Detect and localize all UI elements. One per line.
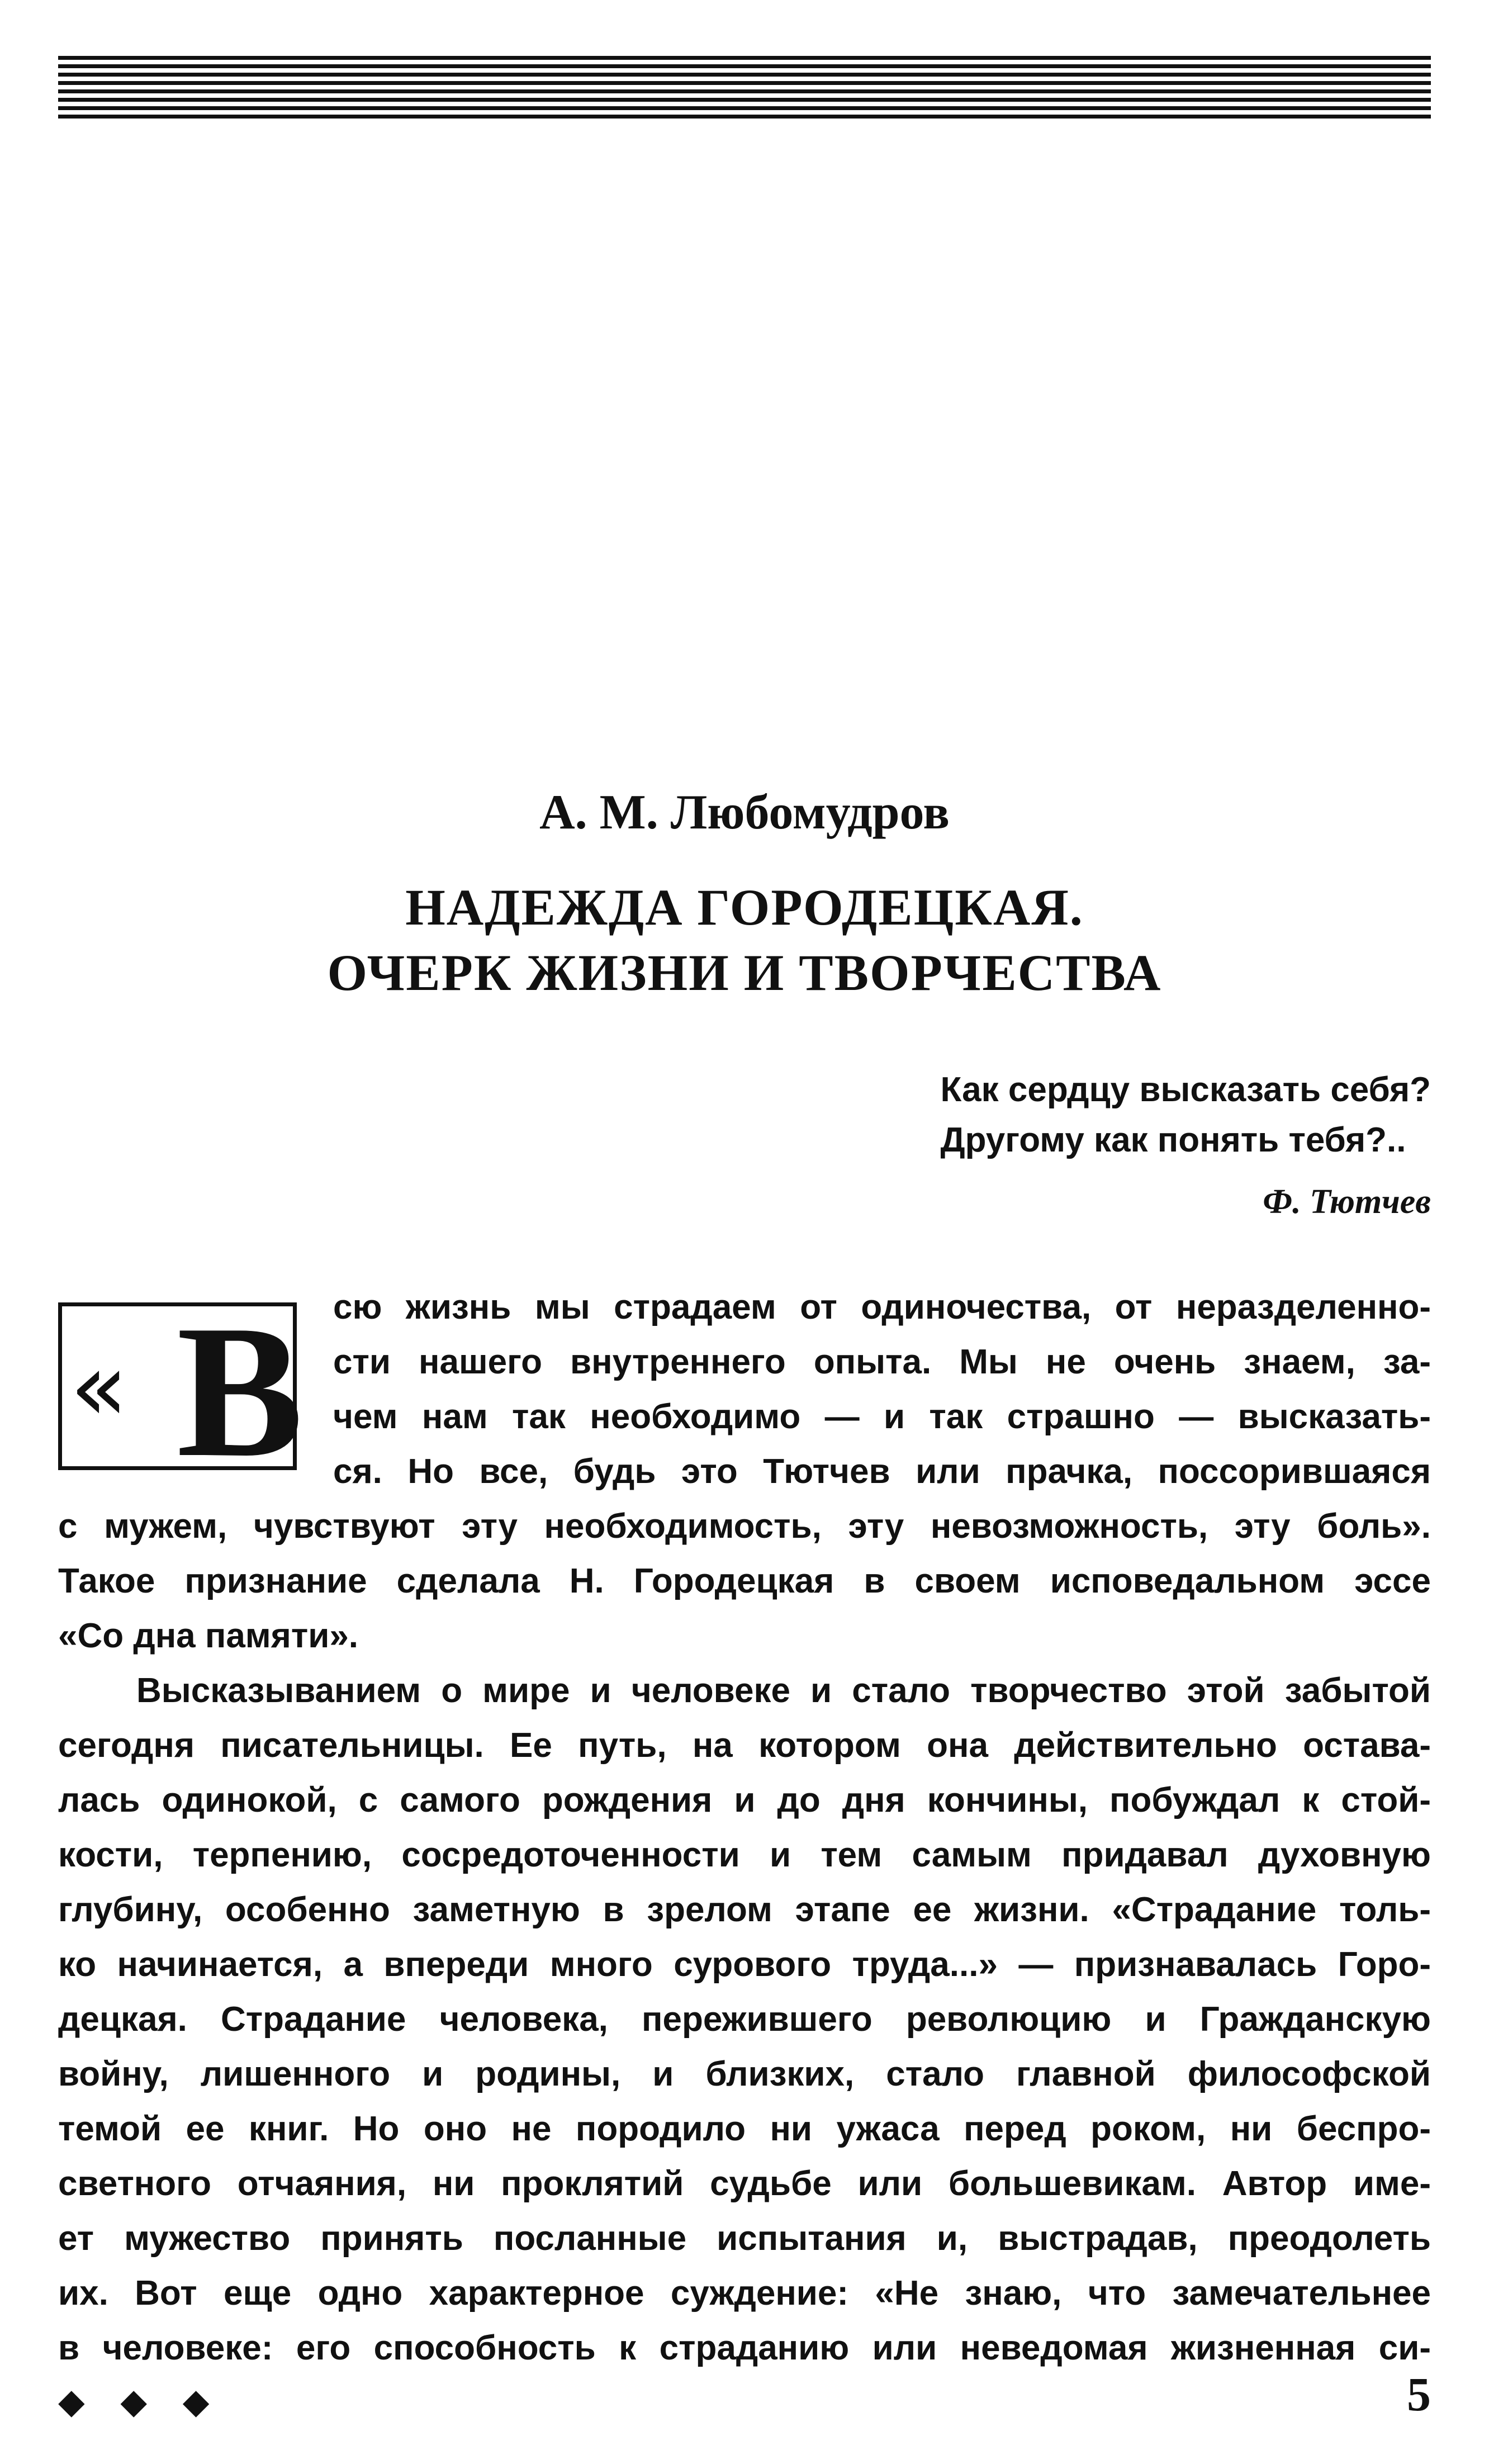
body-line: с мужем, чувствуют эту необходимость, эту невозможность, эту боль». bbox=[58, 1507, 1431, 1546]
title-line-2: ОЧЕРК ЖИЗНИ И ТВОРЧЕСТВА bbox=[327, 944, 1162, 1001]
body-line: ся. Но все, будь это Тютчев или прачка, поссорившаяся bbox=[333, 1452, 1431, 1491]
epigraph-line-2: Другому как понять тебя?.. bbox=[940, 1121, 1406, 1159]
body-line: чем нам так необходимо — и так страшно — высказать- bbox=[333, 1397, 1431, 1436]
body-line: в человеке: его способность к страданию или неведомая жизненная си- bbox=[58, 2329, 1431, 2367]
body-line: ет мужество принять посланные испытания и, выстрадав, преодолеть bbox=[58, 2219, 1431, 2258]
drop-cap-letter: В bbox=[177, 1286, 304, 1496]
drop-cap bbox=[58, 1286, 304, 1496]
header-rules bbox=[58, 56, 1431, 122]
body-line: ко начинается, а впереди много сурового труда...» — признавалась Горо- bbox=[58, 1945, 1431, 1984]
article-author: А. М. Любомудров bbox=[539, 785, 950, 840]
epigraph-author: Ф. Тютчев bbox=[1263, 1183, 1431, 1221]
body-line: их. Вот еще одно характерное суждение: «Не знаю, что замечательнее bbox=[58, 2274, 1431, 2313]
body-line: войну, лишенного и родины, и близких, стало главной философской bbox=[58, 2055, 1431, 2093]
title-line-1: НАДЕЖДА ГОРОДЕЦКАЯ. bbox=[405, 879, 1084, 936]
page-number: 5 bbox=[1407, 2367, 1431, 2421]
epigraph bbox=[941, 1065, 1431, 1165]
body-line: темой ее книг. Но оно не породило ни ужаса перед роком, ни беспро- bbox=[58, 2110, 1431, 2148]
body-line: светного отчаяния, ни проклятий судьбе или большевикам. Автор име- bbox=[58, 2164, 1431, 2203]
drop-cap-guillemet: « bbox=[70, 1332, 129, 1443]
body-line: лась одинокой, с самого рождения и до дня кончины, побуждал к стой- bbox=[58, 1781, 1431, 1819]
body-line: сегодня писательницы. Ее путь, на котором она действительно остава- bbox=[58, 1726, 1431, 1765]
body-line: сти нашего внутреннего опыта. Мы не очень знаем, за- bbox=[333, 1343, 1431, 1381]
epigraph-line-1: Как сердцу высказать себя? bbox=[940, 1070, 1431, 1109]
article-title bbox=[0, 875, 1489, 1006]
body-line: сю жизнь мы страдаем от одиночества, от неразделенно- bbox=[333, 1288, 1431, 1326]
body-line: Высказыванием о мире и человеке и стало творчество этой забытой bbox=[136, 1671, 1431, 1710]
body-line: глубину, особенно заметную в зрелом этапе ее жизни. «Страдание толь- bbox=[58, 1890, 1431, 1929]
footer-ornament: ◆ ◆ ◆ bbox=[58, 2381, 222, 2422]
body-line: «Со дна памяти». bbox=[58, 1617, 359, 1655]
body-line: кости, терпению, сосредоточенности и тем самым придавал духовную bbox=[58, 1836, 1431, 1874]
body-line: децкая. Страдание человека, пережившего революцию и Гражданскую bbox=[58, 2000, 1431, 2039]
body-line: Такое признание сделала Н. Городецкая в своем исповедальном эссе bbox=[58, 1562, 1431, 1600]
